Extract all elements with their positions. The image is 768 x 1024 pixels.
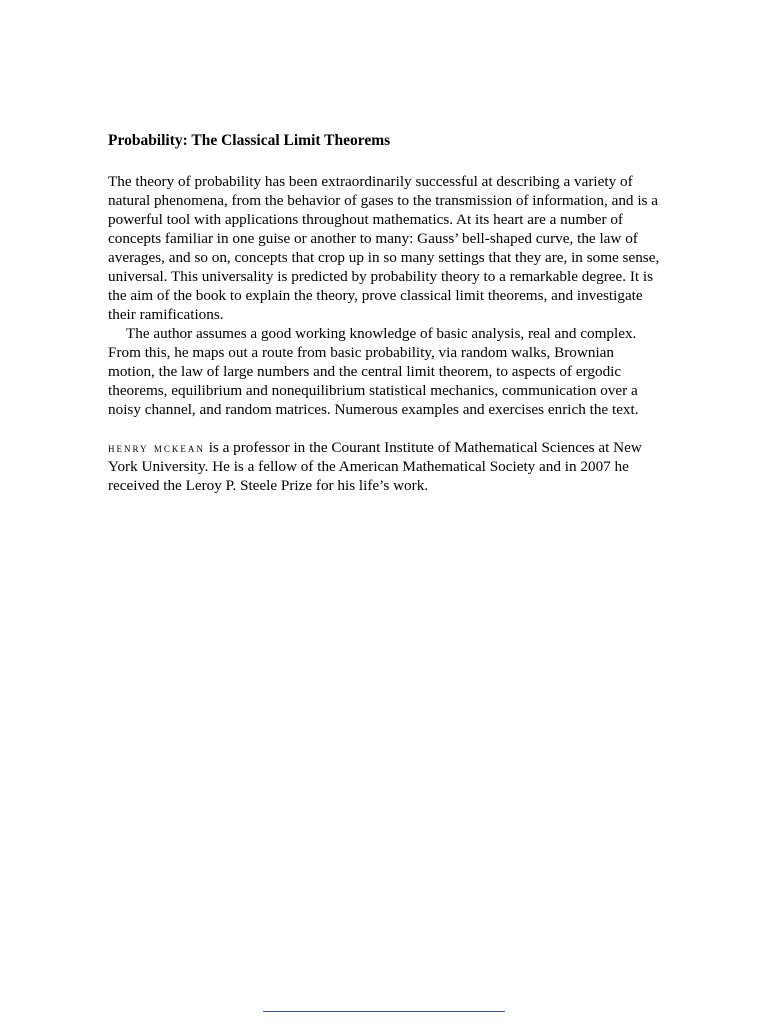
author-bio-text: is a professor in the Courant Institute of Mathematical Sciences at New York University. He is a fellow of the American Mathematical Society and in 2007 he received the Leroy P. Steele Prize for his life’s work. — [108, 439, 642, 494]
author-name: henry mckean — [108, 440, 205, 455]
description-paragraph-1: The theory of probability has been extraordinarily successful at describing a variety of natural phenomena, from the behavior of gases to the transmission of information, and is a powerful tool with applications throughout mathematics. At its heart are a number of concepts familiar in one guise or another to many: Gauss’ bell-shaped curve, the law of averages, and so on, concepts that crop up in so many settings that they are, in some sense, universal. This universality is predicted by probability theory to a remarkable degree. It is the aim of the book to explain the theory, prove classical limit theorems, and investigate their ramifications. — [108, 173, 660, 323]
description-paragraph-2: The author assumes a good working knowledge of basic analysis, real and complex. From this, he maps out a route from basic probability, via random walks, Brownian motion, the law of large numbers and the central limit theorem, to aspects of ergodic theorems, equilibrium and nonequilibrium statistical mechanics, communication over a noisy channel, and random matrices. Numerous examples and exercises enrich the text. — [108, 325, 639, 418]
document-body — [108, 130, 664, 495]
bottom-link-line[interactable] — [263, 1011, 505, 1012]
book-title: Probability: The Classical Limit Theorems — [108, 132, 391, 149]
author-bio — [108, 438, 664, 495]
